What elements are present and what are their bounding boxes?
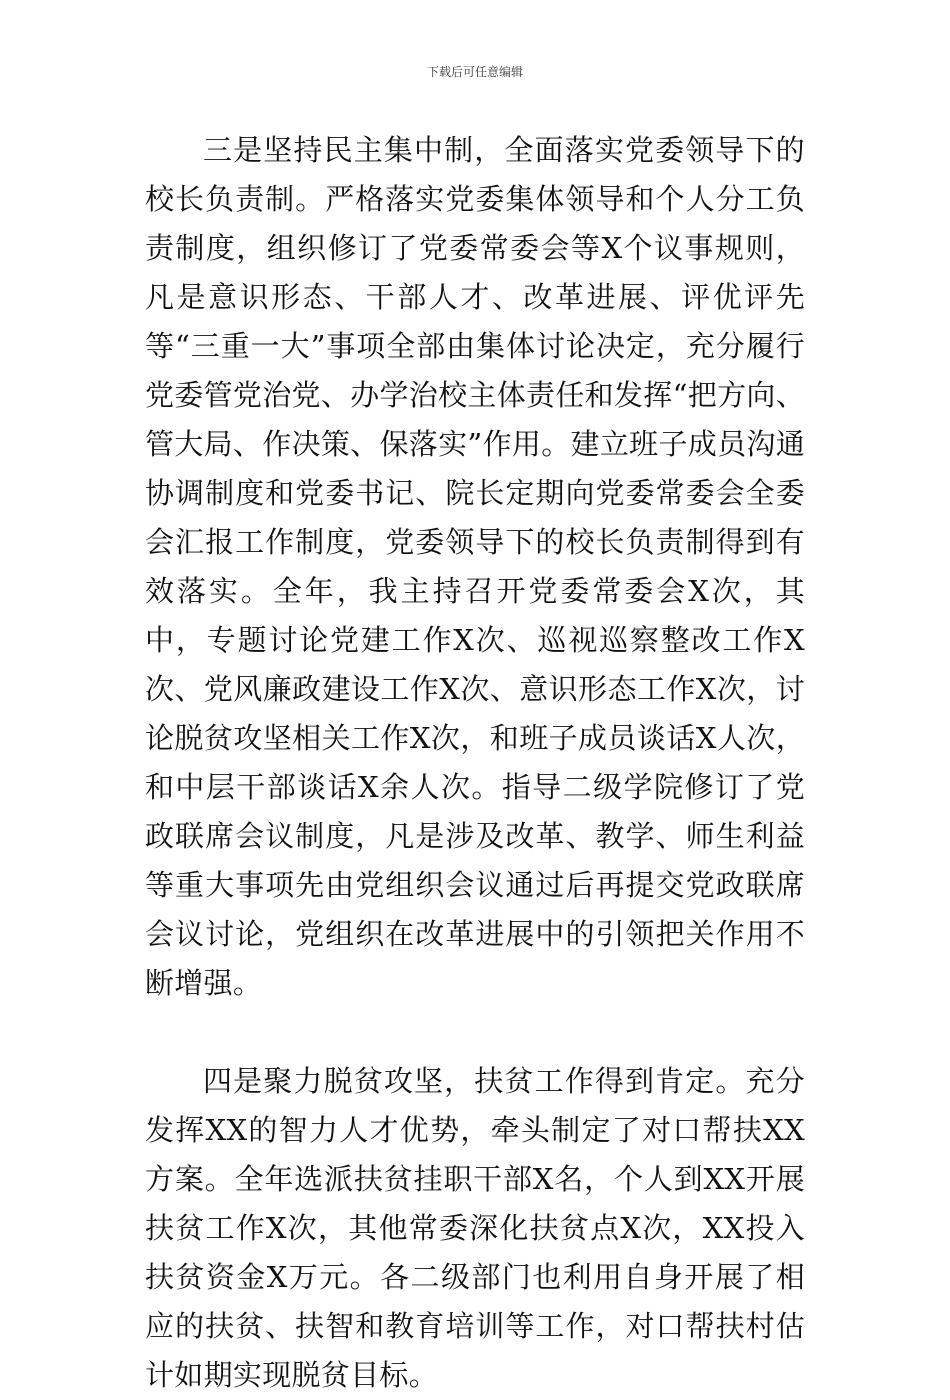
paragraph-democratic-centralism: 三是坚持民主集中制，全面落实党委领导下的校长负责制。严格落实党委集体领导和个人分工负责制度，组织修订了党委常委会等X个议事规则，凡是意识形态、干部人才、改革进展、评优评先等“三重一大”事项全部由集体讨论决定，充分履行党委管党治党、办学治校主体责任和发挥“把方向、管大局、作决策、保落实”作用。建立班子成员沟通协调制度和党委书记、院长定期向党委常委会全委会汇报工作制度，党委领导下的校长负责制得到有效落实。全年，我主持召开党委常委会X次，其中，专题讨论党建工作X次、巡视巡察整改工作X次、党风廉政建设工作X次、意识形态工作X次，讨论脱贫攻坚相关工作X次，和班子成员谈话X人次，和中层干部谈话X余人次。指导二级学院修订了党政联席会议制度，凡是涉及改革、教学、师生利益等重大事项先由党组织会议通过后再提交党政联席会议讨论，党组织在改革进展中的引领把关作用不断增强。 — [145, 133, 805, 1000]
paragraph-spacer — [145, 1008, 805, 1057]
paragraph-poverty-alleviation: 四是聚力脱贫攻坚，扶贫工作得到肯定。充分发挥XX的智力人才优势，牵头制定了对口帮扶XX方案。全年选派扶贫挂职干部X名，个人到XX开展扶贫工作X次，其他常委深化扶贫点X次，XX投入扶贫资金X万元。各二级部门也利用自身开展了相应的扶贫、扶智和教育培训等工作，对口帮扶村估计如期实现脱贫目标。 — [145, 1064, 805, 1392]
page-header: 下载后可任意编辑 — [426, 65, 523, 79]
document-body — [145, 126, 805, 1400]
